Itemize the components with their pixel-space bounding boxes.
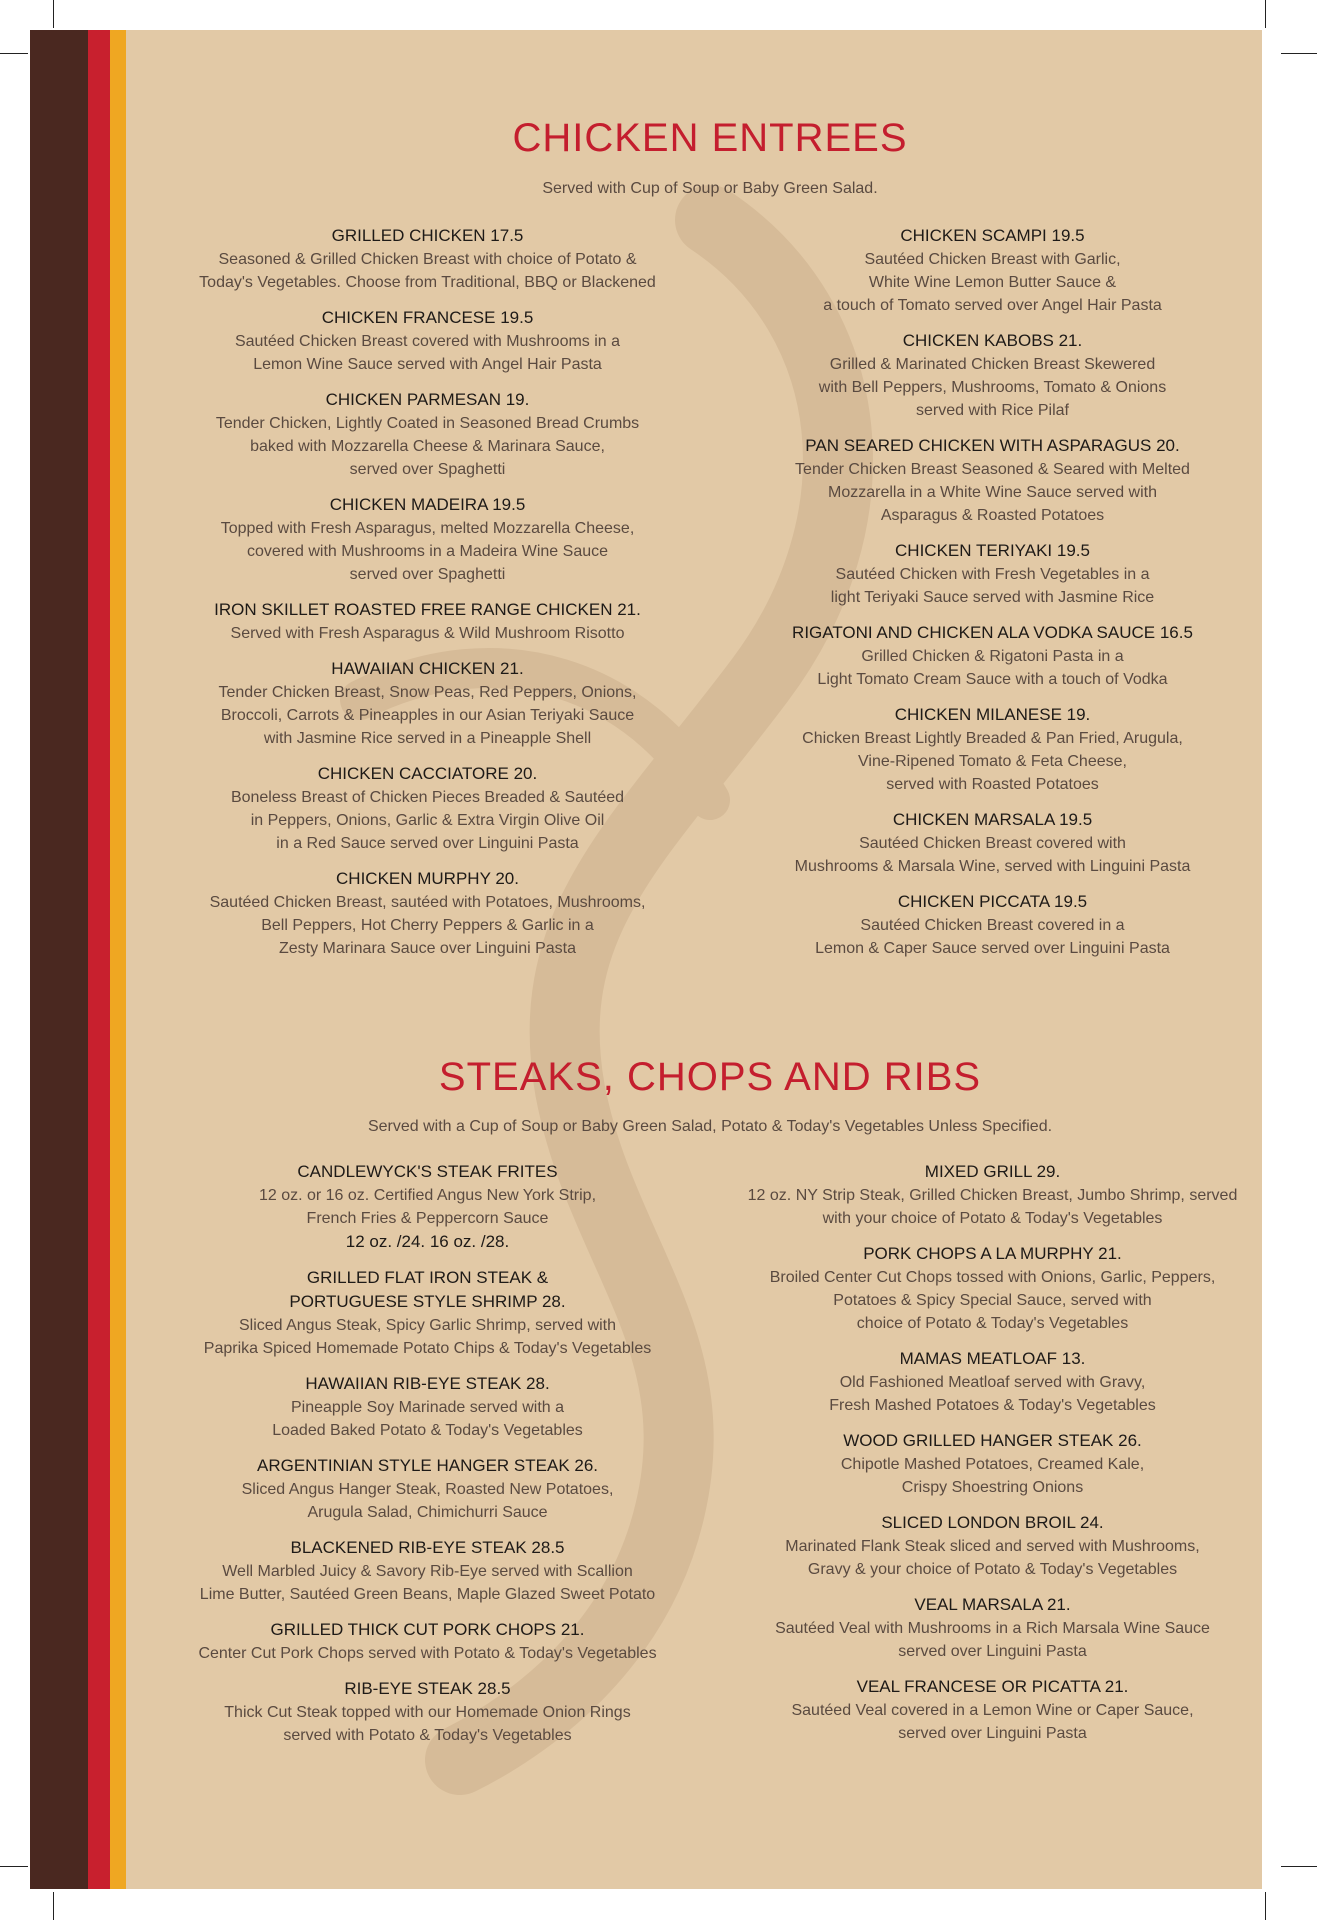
description-line: Paprika Spiced Homemade Potato Chips & Today's Vegetables xyxy=(203,1340,652,1357)
description-line: Arugula Salad, Chimichurri Sauce xyxy=(307,1504,548,1521)
crop-mark xyxy=(53,0,54,28)
menu-item xyxy=(165,306,690,376)
menu-item-name: GRILLED THICK CUT PORK CHOPS 21. xyxy=(270,1620,585,1639)
menu-item-name: RIGATONI AND CHICKEN ALA VODKA SAUCE 16.5 xyxy=(792,623,1193,642)
description-line: Fresh Mashed Potatoes & Today's Vegetables xyxy=(829,1397,1156,1414)
menu-item-description xyxy=(730,832,1255,878)
description-line: Today's Vegetables. Choose from Traditional, BBQ or Blackened xyxy=(199,274,656,291)
menu-item-description xyxy=(730,1535,1255,1581)
menu-item-description xyxy=(165,330,690,376)
menu-item-description xyxy=(730,914,1255,960)
menu-item xyxy=(165,657,690,750)
description-line: Crispy Shoestring Onions xyxy=(901,1479,1084,1496)
menu-item xyxy=(730,1242,1255,1335)
menu-item xyxy=(165,1677,690,1747)
description-line: in a Red Sauce served over Linguini Pasta xyxy=(276,835,579,852)
menu-item-description xyxy=(165,891,690,960)
description-line: Sautéed Chicken Breast with Garlic, xyxy=(864,251,1121,268)
description-line: a touch of Tomato served over Angel Hair Pasta xyxy=(823,297,1162,314)
menu-item-name: ARGENTINIAN STYLE HANGER STEAK 26. xyxy=(256,1456,599,1475)
menu-item-name: CHICKEN KABOBS 21. xyxy=(902,331,1083,350)
menu-item-name: CANDLEWYCK'S STEAK FRITES xyxy=(297,1162,558,1181)
menu-item-description xyxy=(730,458,1255,527)
description-line: Sautéed Chicken with Fresh Vegetables in a xyxy=(835,566,1150,583)
menu-item xyxy=(730,1593,1255,1663)
menu-item xyxy=(165,867,690,960)
menu-item-name: MIXED GRILL 29. xyxy=(924,1162,1061,1181)
menu-item-description xyxy=(165,1560,690,1606)
menu-item xyxy=(165,1266,690,1360)
crop-mark xyxy=(1265,0,1266,28)
menu-item-description xyxy=(730,1453,1255,1499)
crop-mark xyxy=(1265,1892,1266,1920)
menu-item-name: CHICKEN MURPHY 20. xyxy=(336,869,519,888)
menu-item-description xyxy=(730,1699,1255,1745)
description-line: choice of Potato & Today's Vegetables xyxy=(856,1315,1129,1332)
description-line: 12 oz. or 16 oz. Certified Angus New York Strip, xyxy=(258,1187,597,1204)
description-line: Tender Chicken Breast Seasoned & Seared with Melted xyxy=(795,461,1190,478)
description-line: Sautéed Chicken Breast, sautéed with Potatoes, Mushrooms, xyxy=(209,894,646,911)
menu-item xyxy=(730,1160,1255,1230)
menu-item-description xyxy=(730,353,1255,422)
menu-item xyxy=(730,224,1255,317)
menu-item xyxy=(730,890,1255,960)
brown-stripe xyxy=(30,30,88,1889)
description-line: Pineapple Soy Marinade served with a xyxy=(290,1399,565,1416)
description-line: Marinated Flank Steak sliced and served with Mushrooms, xyxy=(785,1538,1200,1555)
steaks-subtitle: Served with a Cup of Soup or Baby Green Salad, Potato & Today's Vegetables Unless Specified. xyxy=(367,1118,1053,1135)
menu-item-name: CHICKEN MILANESE 19. xyxy=(894,705,1091,724)
menu-item-description xyxy=(165,681,690,750)
chicken-left-column xyxy=(165,224,690,972)
menu-item-description xyxy=(165,622,690,645)
description-line: Gravy & your choice of Potato & Today's Vegetables xyxy=(807,1561,1178,1578)
crop-mark xyxy=(1281,1866,1317,1867)
description-line: Sautéed Chicken Breast covered in a xyxy=(860,917,1125,934)
menu-item-name: PORK CHOPS A LA MURPHY 21. xyxy=(863,1244,1122,1263)
menu-item-description xyxy=(165,1396,690,1442)
description-line: Grilled Chicken & Rigatoni Pasta in a xyxy=(861,648,1124,665)
menu-item-description xyxy=(165,1478,690,1524)
menu-item-name: CHICKEN FRANCESE 19.5 xyxy=(321,308,534,327)
description-line: Lemon & Caper Sauce served over Linguini Pasta xyxy=(815,940,1170,957)
description-line: Sautéed Veal with Mushrooms in a Rich Marsala Wine Sauce xyxy=(775,1620,1210,1637)
description-line: Bell Peppers, Hot Cherry Peppers & Garlic in a xyxy=(261,917,594,934)
description-line: Mozzarella in a White Wine Sauce served with xyxy=(827,484,1158,501)
description-line: served over Spaghetti xyxy=(349,461,506,478)
description-line: Topped with Fresh Asparagus, melted Mozzarella Cheese, xyxy=(220,520,635,537)
description-line: Chicken Breast Lightly Breaded & Pan Fried, Arugula, xyxy=(802,730,1183,747)
menu-item-description xyxy=(730,1266,1255,1335)
description-line: Boneless Breast of Chicken Pieces Breaded & Sautéed xyxy=(230,789,625,806)
description-line: Sautéed Chicken Breast covered with xyxy=(859,835,1126,852)
menu-item-size-prices: 12 oz. /24. 16 oz. /28. xyxy=(345,1232,510,1251)
gold-stripe xyxy=(110,30,126,1889)
menu-item-name: HAWAIIAN RIB-EYE STEAK 28. xyxy=(305,1374,550,1393)
description-line: Center Cut Pork Chops served with Potato & Today's Vegetables xyxy=(198,1645,657,1662)
menu-item-name: GRILLED CHICKEN 17.5 xyxy=(331,226,524,245)
menu-item-description xyxy=(730,645,1255,691)
description-line: Broccoli, Carrots & Pineapples in our Asian Teriyaki Sauce xyxy=(220,707,635,724)
description-line: in Peppers, Onions, Garlic & Extra Virgin Olive Oil xyxy=(250,812,605,829)
menu-item-name: RIB-EYE STEAK 28.5 xyxy=(344,1679,511,1698)
description-line: Well Marbled Juicy & Savory Rib-Eye served with Scallion xyxy=(222,1563,633,1580)
menu-item xyxy=(165,762,690,855)
crop-mark xyxy=(0,1866,28,1867)
menu-item xyxy=(730,1347,1255,1417)
description-line: Asparagus & Roasted Potatoes xyxy=(880,507,1105,524)
menu-item-description xyxy=(165,517,690,586)
menu-item-name: CHICKEN PARMESAN 19. xyxy=(325,390,530,409)
description-line: Chipotle Mashed Potatoes, Creamed Kale, xyxy=(840,1456,1145,1473)
menu-item-name: BLACKENED RIB-EYE STEAK 28.5 xyxy=(290,1538,565,1557)
menu-item xyxy=(165,598,690,645)
menu-item-name: HAWAIIAN CHICKEN 21. xyxy=(331,659,524,678)
menu-item xyxy=(165,1536,690,1606)
menu-item-description xyxy=(165,1184,690,1230)
description-line: Old Fashioned Meatloaf served with Gravy, xyxy=(839,1374,1146,1391)
menu-item-name: SLICED LONDON BROIL 24. xyxy=(881,1513,1104,1532)
menu-item-name: PAN SEARED CHICKEN WITH ASPARAGUS 20. xyxy=(805,436,1180,455)
description-line: Tender Chicken Breast, Snow Peas, Red Peppers, Onions, xyxy=(218,684,637,701)
menu-item-name: CHICKEN MADEIRA 19.5 xyxy=(329,495,526,514)
menu-item xyxy=(730,1675,1255,1745)
description-line: Mushrooms & Marsala Wine, served with Linguini Pasta xyxy=(794,858,1191,875)
description-line: served with Roasted Potatoes xyxy=(886,776,1099,793)
description-line: Thick Cut Steak topped with our Homemade Onion Rings xyxy=(224,1704,631,1721)
description-line: Sautéed Veal covered in a Lemon Wine or Caper Sauce, xyxy=(791,1702,1194,1719)
menu-item-name: CHICKEN TERIYAKI 19.5 xyxy=(895,541,1090,560)
menu-item xyxy=(730,434,1255,527)
description-line: baked with Mozzarella Cheese & Marinara Sauce, xyxy=(250,438,605,455)
menu-item-name: MAMAS MEATLOAF 13. xyxy=(899,1349,1086,1368)
description-line: French Fries & Peppercorn Sauce xyxy=(306,1210,549,1227)
menu-item-description xyxy=(730,1371,1255,1417)
description-line: Lemon Wine Sauce served with Angel Hair Pasta xyxy=(253,356,602,373)
description-line: Vine-Ripened Tomato & Feta Cheese, xyxy=(858,753,1127,770)
menu-item-name: CHICKEN PICCATA 19.5 xyxy=(897,892,1088,911)
description-line: White Wine Lemon Butter Sauce & xyxy=(868,274,1117,291)
menu-item-description xyxy=(165,248,690,294)
description-line: 12 oz. NY Strip Steak, Grilled Chicken Breast, Jumbo Shrimp, served xyxy=(747,1187,1238,1204)
description-line: Tender Chicken, Lightly Coated in Seasoned Bread Crumbs xyxy=(215,415,640,432)
menu-item xyxy=(165,1160,690,1254)
menu-item xyxy=(165,1372,690,1442)
menu-item-description xyxy=(730,248,1255,317)
menu-item-description xyxy=(165,1701,690,1747)
crop-mark xyxy=(53,1892,54,1920)
menu-item xyxy=(165,224,690,294)
menu-item-description xyxy=(730,563,1255,609)
menu-item-name: VEAL FRANCESE OR PICATTA 21. xyxy=(856,1677,1129,1696)
description-line: Lime Butter, Sautéed Green Beans, Maple Glazed Sweet Potato xyxy=(199,1586,656,1603)
menu-item xyxy=(730,621,1255,691)
description-line: Broiled Center Cut Chops tossed with Onions, Garlic, Peppers, xyxy=(769,1269,1216,1286)
steaks-left-column xyxy=(165,1160,690,1759)
description-line: Grilled & Marinated Chicken Breast Skewered xyxy=(829,356,1156,373)
description-line: Seasoned & Grilled Chicken Breast with choice of Potato & xyxy=(218,251,637,268)
menu-item xyxy=(730,1429,1255,1499)
red-stripe xyxy=(88,30,110,1889)
crop-mark xyxy=(1281,53,1317,54)
menu-item xyxy=(730,808,1255,878)
menu-page xyxy=(30,30,1262,1889)
description-line: Sliced Angus Hanger Steak, Roasted New Potatoes, xyxy=(241,1481,614,1498)
menu-item xyxy=(165,388,690,481)
description-line: Potatoes & Spicy Special Sauce, served with xyxy=(833,1292,1152,1309)
menu-item-description xyxy=(165,1642,690,1665)
description-line: covered with Mushrooms in a Madeira Wine Sauce xyxy=(246,543,609,560)
menu-item-name-line2: PORTUGUESE STYLE SHRIMP 28. xyxy=(289,1292,566,1311)
menu-item-description xyxy=(730,1617,1255,1663)
description-line: Zesty Marinara Sauce over Linguini Pasta xyxy=(278,940,577,957)
menu-item xyxy=(730,703,1255,796)
description-line: Light Tomato Cream Sauce with a touch of Vodka xyxy=(817,671,1168,688)
menu-item-description xyxy=(165,786,690,855)
menu-item-name: VEAL MARSALA 21. xyxy=(914,1595,1071,1614)
menu-item xyxy=(165,1618,690,1665)
description-line: Sliced Angus Steak, Spicy Garlic Shrimp, served with xyxy=(238,1317,617,1334)
description-line: with Bell Peppers, Mushrooms, Tomato & Onions xyxy=(818,379,1167,396)
menu-item xyxy=(730,329,1255,422)
menu-item-description xyxy=(165,1314,690,1360)
chicken-right-column xyxy=(730,224,1255,972)
menu-item-description xyxy=(730,727,1255,796)
menu-item xyxy=(165,1454,690,1524)
description-line: with your choice of Potato & Today's Vegetables xyxy=(822,1210,1163,1227)
description-line: Served with Fresh Asparagus & Wild Mushroom Risotto xyxy=(230,625,625,642)
description-line: served over Spaghetti xyxy=(349,566,506,583)
crop-mark xyxy=(0,53,28,54)
description-line: Loaded Baked Potato & Today's Vegetables xyxy=(272,1422,583,1439)
description-line: with Jasmine Rice served in a Pineapple Shell xyxy=(263,730,592,747)
menu-item-description xyxy=(165,412,690,481)
description-line: Sautéed Chicken Breast covered with Mushrooms in a xyxy=(234,333,621,350)
menu-item-name: CHICKEN CACCIATORE 20. xyxy=(317,764,538,783)
menu-item xyxy=(730,1511,1255,1581)
steaks-right-column xyxy=(730,1160,1255,1757)
description-line: served with Potato & Today's Vegetables xyxy=(283,1727,572,1744)
menu-item-name: CHICKEN MARSALA 19.5 xyxy=(892,810,1093,829)
menu-item-description xyxy=(730,1184,1255,1230)
chicken-entrees-title: CHICKEN ENTREES xyxy=(512,116,908,160)
description-line: served over Linguini Pasta xyxy=(898,1643,1087,1660)
chicken-entrees-subtitle: Served with Cup of Soup or Baby Green Salad. xyxy=(542,180,878,197)
menu-item-name: WOOD GRILLED HANGER STEAK 26. xyxy=(843,1431,1142,1450)
menu-item-name: IRON SKILLET ROASTED FREE RANGE CHICKEN 21. xyxy=(214,600,641,619)
steaks-title: STEAKS, CHOPS AND RIBS xyxy=(438,1055,982,1099)
description-line: served with Rice Pilaf xyxy=(916,402,1069,419)
menu-item xyxy=(730,539,1255,609)
menu-item-name: GRILLED FLAT IRON STEAK & xyxy=(306,1268,549,1287)
menu-item xyxy=(165,493,690,586)
description-line: served over Linguini Pasta xyxy=(898,1725,1087,1742)
menu-item-name: CHICKEN SCAMPI 19.5 xyxy=(900,226,1085,245)
description-line: light Teriyaki Sauce served with Jasmine Rice xyxy=(830,589,1155,606)
